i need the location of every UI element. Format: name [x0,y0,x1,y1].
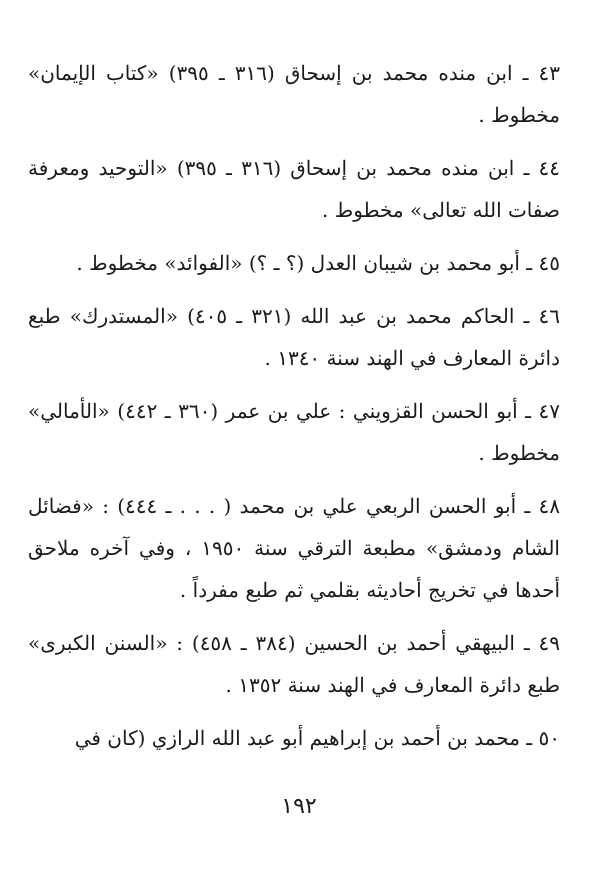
bibliography-entry-50: ٥٠ ـ محمد بن أحمد بن إبراهيم أبو عبد الله الرازي (كان في [74,726,560,750]
bibliography-entry-45: ٤٥ ـ أبو محمد بن شيبان العدل (؟ ـ ؟) «الفوائد» مخطوط . [76,251,560,275]
bibliography-entry-43: ٤٣ ـ ابن منده محمد بن إسحاق (٣١٦ ـ ٣٩٥) «كتاب الإيمان» مخطوط . [28,61,561,127]
bibliography-entry-44: ٤٤ ـ ابن منده محمد بن إسحاق (٣١٦ ـ ٣٩٥) «التوحيد ومعرفة صفات الله تعالى» مخطوط . [28,156,561,222]
bibliography-entry-47: ٤٧ ـ أبو الحسن القزويني : علي بن عمر (٣٦٠ ـ ٤٤٢) «الأمالي» مخطوط . [28,399,561,465]
bibliography-entry-48: ٤٨ ـ أبو الحسن الربعي علي بن محمد ( . . . ـ ٤٤٤) : «فضائل الشام ودمشق» مطبعة الترقي سنة ١٩٥٠ ، وفي آخره ملاحق أحدها في تخريج أحاديثه بقلمي ثم طبع مفرداً . [28,494,561,602]
bibliography-entry-46: ٤٦ ـ الحاكم محمد بن عبد الله (٣٢١ ـ ٤٠٥) «المستدرك» طبع دائرة المعارف في الهند سنة ١٣٤٠ . [28,304,560,370]
bibliography-entry-49: ٤٩ ـ البيهقي أحمد بن الحسين (٣٨٤ ـ ٤٥٨) : «السنن الكبرى» طبع دائرة المعارف في الهند سنة ١٣٥٢ . [28,631,560,697]
page-number: ١٩٢ [281,794,317,819]
bibliography-list [28,52,560,759]
